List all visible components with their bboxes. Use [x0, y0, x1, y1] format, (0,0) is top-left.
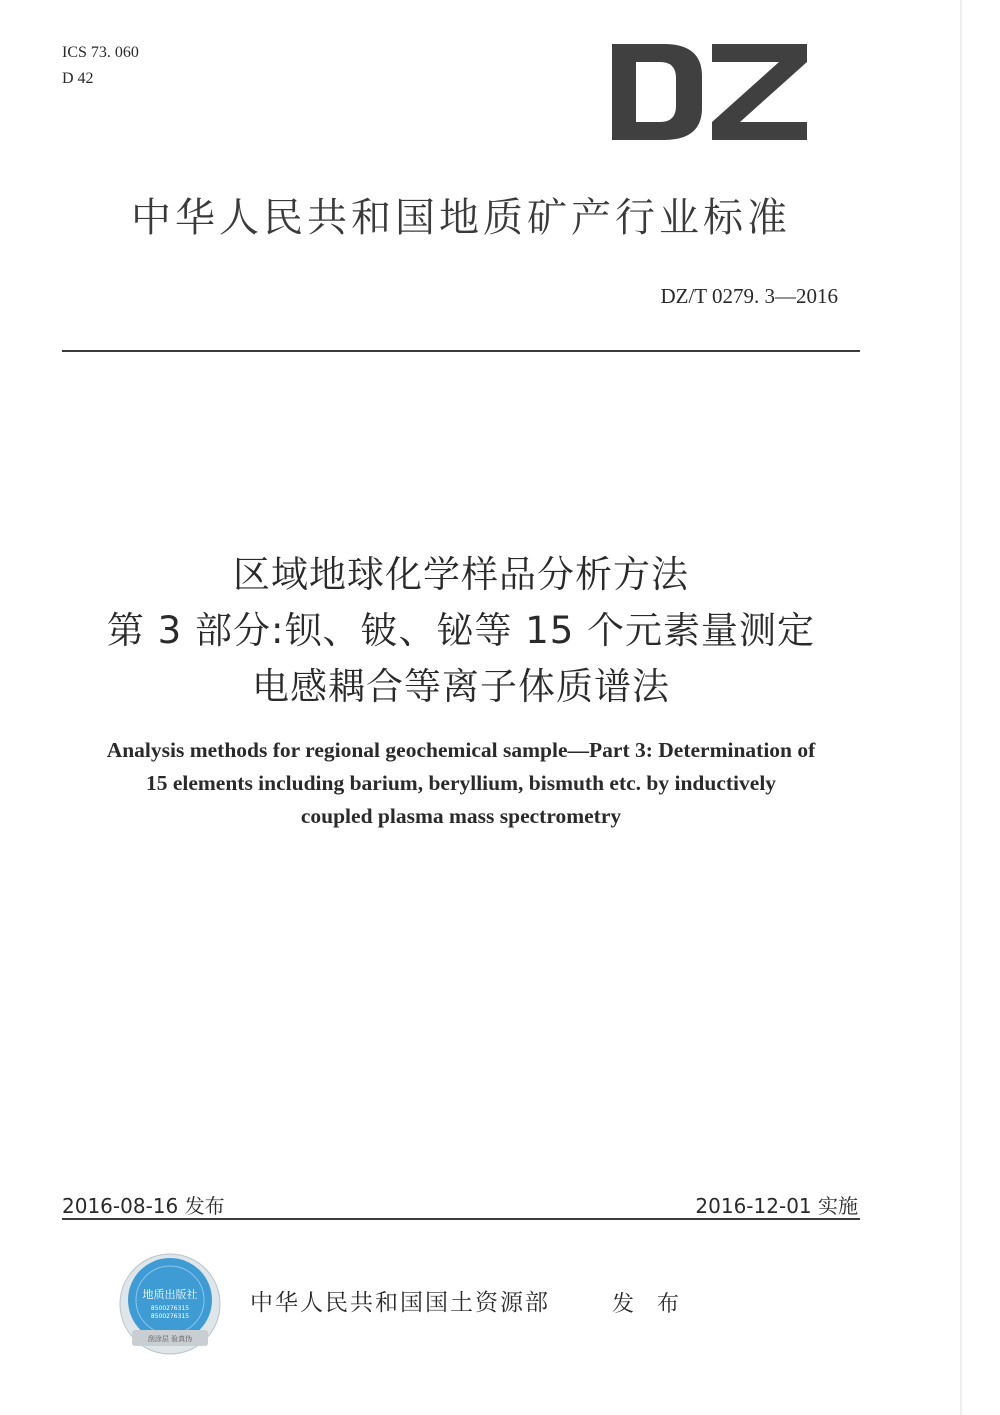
english-title-line-2: 15 elements including barium, beryllium, bismuth etc. by inductively	[145, 771, 777, 795]
english-title-line-1: Analysis methods for regional geochemical sample—Part 3: Determination of	[106, 738, 816, 762]
industry-standard-title: 中华人民共和国地质矿产行业标准	[131, 195, 791, 241]
publisher-name: 中华人民共和国国土资源部	[250, 1290, 550, 1316]
anti-counterfeit-seal	[118, 1252, 222, 1356]
chinese-title-line-3: 电感耦合等离子体质谱法	[252, 665, 670, 708]
implementation-date: 2016-12-01 实施	[695, 1194, 858, 1218]
issue-date: 2016-08-16 发布	[62, 1194, 225, 1218]
header-divider	[62, 350, 860, 352]
standard-number: DZ/T 0279. 3—2016	[660, 284, 838, 308]
english-title-line-3: coupled plasma mass spectrometry	[300, 804, 622, 828]
seal-bottom-text: 刮涂层 验真伪	[147, 1335, 193, 1343]
page-edge	[960, 0, 962, 1415]
dz-logo-letter-z	[712, 44, 807, 140]
chinese-title-line-2: 第 3 部分:钡、铍、铋等 15 个元素量测定	[106, 609, 816, 652]
seal-center-text: 地质出版社	[142, 1288, 198, 1301]
publish-label: 发 布	[612, 1292, 687, 1317]
dz-logo-letter-d	[612, 44, 702, 140]
dz-logo	[612, 44, 807, 140]
seal-serial-2: 8500276315	[150, 1313, 190, 1320]
ccs-code: D 42	[62, 70, 94, 87]
seal-serial-1: 8500276315	[150, 1305, 190, 1312]
footer-divider	[62, 1218, 860, 1220]
classification-codes	[62, 40, 139, 92]
ics-code: ICS 73. 060	[62, 44, 139, 61]
chinese-title-line-1: 区域地球化学样品分析方法	[233, 553, 689, 596]
